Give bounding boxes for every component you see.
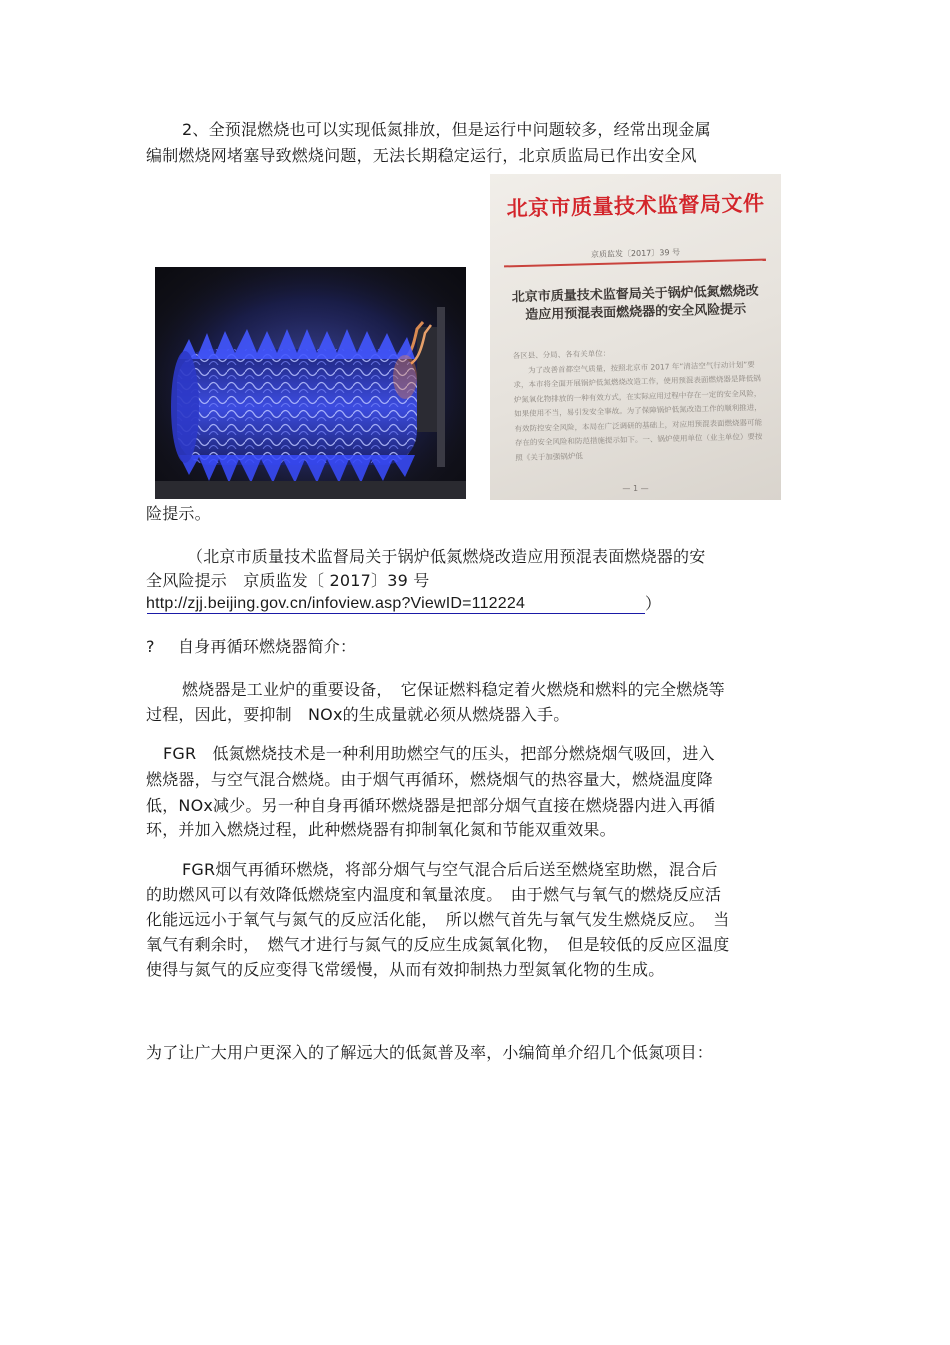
section-title: 自身再循环燃烧器简介：	[178, 637, 357, 656]
para4-line3: 化能远远小于氧气与氮气的反应活化能， 所以燃气首先与氧气发生燃烧反应。 当	[146, 910, 730, 929]
doc-page-number: — 1 —	[622, 484, 649, 493]
section-bullet: ?	[146, 637, 155, 656]
para4-line1: FGR烟气再循环燃烧，将部分烟气与空气混合后后送至燃烧室助燃，混合后	[182, 860, 718, 879]
regulation-document-photo	[490, 174, 781, 500]
para1-line1: 2、全预混燃烧也可以实现低氮排放，但是运行中问题较多，经常出现金属	[182, 120, 711, 139]
doc-body-text: 为了改善首都空气质量，按照北京市 2017 年“清洁空气行动计划”要求，本市将全面开展锅炉低氮燃烧改造工作，使用预混表面燃烧器是降低锅炉氮氧化物排放的一种有效方式，在实际应用过程中存在一定的安全风险，如果使用不当，易引发安全事故。为了保障锅炉低氮改造工作的顺利推进，有效防控安全风险，本局在广泛调研的基础上，对应用预混表面燃烧器可能存在的安全风险和防范措施提示如下。一、锅炉使用单位（业主单位）要按照《关于加强锅炉低	[513, 359, 763, 462]
reference-url-underline	[147, 613, 645, 614]
para3-line4: 环，并加入燃烧过程，此种燃烧器有抑制氧化氮和节能双重效果。	[146, 820, 616, 839]
reference-url-link[interactable]: http://zjj.beijing.gov.cn/infoview.asp?ViewID=112224	[146, 595, 526, 612]
para2-line1: 燃烧器是工业炉的重要设备， 它保证燃料稳定着火燃烧和燃料的完全燃烧等	[182, 680, 725, 699]
reference-line2: 全风险提示 京质监发〔 2017〕39 号	[146, 571, 430, 590]
para1-line2: 编制燃烧网堵塞导致燃烧问题，无法长期稳定运行，北京质监局已作出安全风	[146, 146, 697, 165]
doc-number: 京质监发〔2017〕39 号	[590, 247, 681, 260]
reference-line1: （北京市质量技术监督局关于锅炉低氮燃烧改造应用预混表面燃烧器的安	[187, 547, 706, 566]
para5-line1: 为了让广大用户更深入的了解远大的低氮普及率，小编简单介绍几个低氮项目：	[146, 1043, 714, 1062]
burner-flame-photo	[155, 267, 466, 499]
reference-close-paren: ）	[645, 594, 662, 613]
doc-salutation: 各区县、分局、各有关单位：	[512, 348, 611, 361]
doc-heading: 北京市质量技术监督局关于锅炉低氮燃烧改造应用预混表面燃烧器的安全风险提示	[511, 283, 759, 323]
doc-title: 北京市质量技术监督局文件	[506, 191, 765, 221]
para1-line3: 险提示。	[146, 504, 211, 523]
para2-line2: 过程，因此，要抑制 NOx的生成量就必须从燃烧器入手。	[146, 705, 570, 724]
doc-body	[513, 343, 766, 466]
para4-line2: 的助燃风可以有效降低燃烧室内温度和氧量浓度。 由于燃气与氧气的燃烧反应活	[146, 885, 722, 904]
para3-line2: 燃烧器，与空气混合燃烧。由于烟气再循环，燃烧烟气的热容量大，燃烧温度降	[146, 770, 714, 789]
para3-line3: 低，NOx减少。另一种自身再循环燃烧器是把部分烟气直接在燃烧器内进入再循	[146, 796, 716, 815]
para4-line5: 使得与氮气的反应变得飞常缓慢，从而有效抑制热力型氮氧化物的生成。	[146, 960, 665, 979]
para4-line4: 氧气有剩余时， 燃气才进行与氮气的反应生成氮氧化物， 但是较低的反应区温度	[146, 935, 730, 954]
para3-line1: FGR 低氮燃烧技术是一种利用助燃空气的压头，把部分燃烧烟气吸回，进入	[163, 744, 715, 763]
